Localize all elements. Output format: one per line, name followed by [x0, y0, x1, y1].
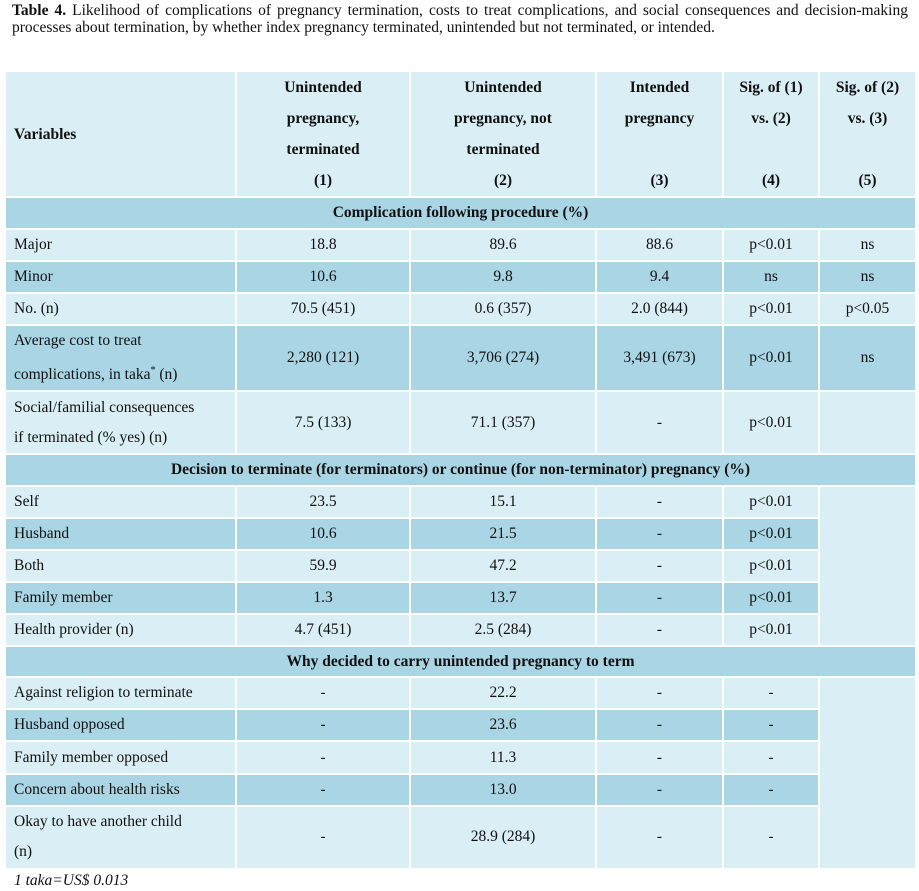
- row-label: Self: [5, 486, 236, 518]
- header-col4-line: vs. (2): [751, 110, 791, 127]
- cell: -: [596, 741, 723, 773]
- cell: -: [596, 582, 723, 614]
- row-label: No. (n): [5, 293, 236, 325]
- row-label: Concern about health risks: [5, 774, 236, 806]
- section-complication: Complication following procedure (%): [5, 197, 916, 228]
- empty-cell: [819, 391, 916, 454]
- cell: ns: [819, 229, 916, 261]
- header-col5-line: Sig. of (2): [835, 79, 900, 96]
- section-why: Why decided to carry unintended pregnancy to term: [5, 646, 916, 677]
- header-col5-line: vs. (3): [847, 110, 888, 127]
- cell: -: [236, 806, 410, 869]
- cell: -: [596, 677, 723, 709]
- cell: p<0.01: [723, 614, 819, 646]
- header-col5-line: (5): [858, 172, 877, 189]
- cell: 0.6 (357): [410, 293, 596, 325]
- cell: 28.9 (284): [410, 806, 596, 869]
- row-label: Both: [5, 550, 236, 582]
- cell: -: [723, 741, 819, 773]
- cell: -: [723, 709, 819, 741]
- row-label: Husband: [5, 518, 236, 550]
- header-col4: [723, 71, 819, 197]
- row-label-line: Social/familial consequences: [14, 398, 195, 416]
- cell: -: [596, 709, 723, 741]
- data-table: [4, 70, 917, 870]
- cell: 9.4: [596, 261, 723, 293]
- cell: p<0.01: [723, 391, 819, 454]
- row-label: Against religion to terminate: [5, 677, 236, 709]
- empty-cell: [819, 486, 916, 647]
- cell: -: [723, 677, 819, 709]
- header-col2-line: Unintended: [464, 79, 542, 97]
- header-col2-line: terminated: [466, 141, 540, 159]
- header-variables: Variables: [5, 71, 236, 197]
- cell: -: [596, 486, 723, 518]
- table-row: [5, 261, 916, 293]
- row-label: Minor: [5, 261, 236, 293]
- cell: 13.7: [410, 582, 596, 614]
- table-row: [5, 614, 916, 646]
- cell: 59.9: [236, 550, 410, 582]
- cell: ns: [819, 325, 916, 391]
- cell: 89.6: [410, 229, 596, 261]
- cell: 13.0: [410, 774, 596, 806]
- cell: ns: [819, 261, 916, 293]
- cell: p<0.01: [723, 325, 819, 391]
- cell: 3,706 (274): [410, 325, 596, 391]
- cell: 23.5: [236, 486, 410, 518]
- table-row: [5, 806, 916, 869]
- table-row: [5, 582, 916, 614]
- caption-label: Table 4.: [12, 2, 67, 19]
- table-row: [5, 229, 916, 261]
- row-label-line: [14, 356, 227, 390]
- cell: 7.5 (133): [236, 391, 410, 454]
- cell: 3,491 (673): [596, 325, 723, 391]
- cell: -: [596, 806, 723, 869]
- cell: 4.7 (451): [236, 614, 410, 646]
- header-row: [5, 71, 916, 197]
- cell: 88.6: [596, 229, 723, 261]
- table-row: [5, 774, 916, 806]
- header-col3-line: (3): [650, 172, 669, 189]
- row-label-text: complications, in taka: [14, 366, 151, 384]
- cell: 11.3: [410, 741, 596, 773]
- table-row: [5, 518, 916, 550]
- cell: -: [723, 774, 819, 806]
- row-label-line: Okay to have another child: [14, 813, 182, 831]
- cell: 47.2: [410, 550, 596, 582]
- row-label: Husband opposed: [5, 709, 236, 741]
- cell: 10.6: [236, 518, 410, 550]
- cell: p<0.05: [819, 293, 916, 325]
- cell: 2.5 (284): [410, 614, 596, 646]
- header-col3-line: pregnancy: [624, 110, 695, 127]
- cell: 22.2: [410, 677, 596, 709]
- table-row: [5, 550, 916, 582]
- cell: 21.5: [410, 518, 596, 550]
- header-col2-line: (2): [493, 172, 513, 190]
- row-label-text: (n): [155, 366, 178, 384]
- table-caption: [12, 2, 908, 36]
- cell: 10.6: [236, 261, 410, 293]
- footnote-marker: *: [150, 364, 156, 376]
- header-col1-line: terminated: [286, 141, 360, 159]
- cell: -: [596, 614, 723, 646]
- cell: p<0.01: [723, 518, 819, 550]
- table-row: [5, 325, 916, 391]
- cell: -: [236, 774, 410, 806]
- header-col2: [410, 71, 596, 197]
- cell: p<0.01: [723, 550, 819, 582]
- section-decision: Decision to terminate (for terminators) or continue (for non-terminator) pregnancy (%): [5, 454, 916, 485]
- cell: ns: [723, 261, 819, 293]
- table-row: [5, 709, 916, 741]
- row-label: Family member: [5, 582, 236, 614]
- row-label: Family member opposed: [5, 741, 236, 773]
- table-row: [5, 741, 916, 773]
- empty-cell: [819, 677, 916, 869]
- cell: p<0.01: [723, 486, 819, 518]
- row-label: [5, 391, 236, 454]
- row-label: Major: [5, 229, 236, 261]
- row-label-line: Average cost to treat: [14, 331, 142, 349]
- cell: 70.5 (451): [236, 293, 410, 325]
- caption-text: Likelihood of complications of pregnancy termination, costs to treat complications, and social consequences and decision-making processes about termination, by whether index pregnancy terminated, unintended but not terminated, or intended.: [12, 2, 908, 36]
- header-col1: [236, 71, 410, 197]
- cell: -: [236, 677, 410, 709]
- cell: -: [596, 518, 723, 550]
- row-label: Health provider (n): [5, 614, 236, 646]
- row-label-line: (n): [14, 843, 33, 861]
- row-label: [5, 806, 236, 869]
- header-col5: [819, 71, 916, 197]
- cell: 2,280 (121): [236, 325, 410, 391]
- cell: -: [596, 391, 723, 454]
- table-row: [5, 293, 916, 325]
- cell: p<0.01: [723, 582, 819, 614]
- table-row: [5, 486, 916, 518]
- row-label: [5, 325, 236, 391]
- footnote: 1 taka=US$ 0.013: [14, 872, 129, 889]
- cell: 15.1: [410, 486, 596, 518]
- section-row: [5, 197, 916, 228]
- cell: p<0.01: [723, 293, 819, 325]
- cell: 23.6: [410, 709, 596, 741]
- header-col1-line: pregnancy,: [286, 110, 360, 128]
- header-col1-line: (1): [313, 172, 333, 190]
- cell: -: [236, 709, 410, 741]
- cell: -: [236, 741, 410, 773]
- cell: -: [596, 774, 723, 806]
- header-col4-line: Sig. of (1): [739, 79, 803, 96]
- header-col1-line: Unintended: [284, 79, 362, 97]
- row-label-line: if terminated (% yes) (n): [14, 428, 168, 446]
- cell: 71.1 (357): [410, 391, 596, 454]
- cell: -: [596, 550, 723, 582]
- table-row: [5, 391, 916, 454]
- header-col2-line: pregnancy, not: [454, 110, 552, 128]
- header-col3-line: Intended: [629, 79, 690, 96]
- header-col4-line: (4): [761, 172, 781, 189]
- cell: 1.3: [236, 582, 410, 614]
- section-row: [5, 646, 916, 677]
- table-row: [5, 677, 916, 709]
- cell: 9.8: [410, 261, 596, 293]
- cell: 2.0 (844): [596, 293, 723, 325]
- header-col3: [596, 71, 723, 197]
- cell: -: [723, 806, 819, 869]
- cell: p<0.01: [723, 229, 819, 261]
- section-row: [5, 454, 916, 485]
- cell: 18.8: [236, 229, 410, 261]
